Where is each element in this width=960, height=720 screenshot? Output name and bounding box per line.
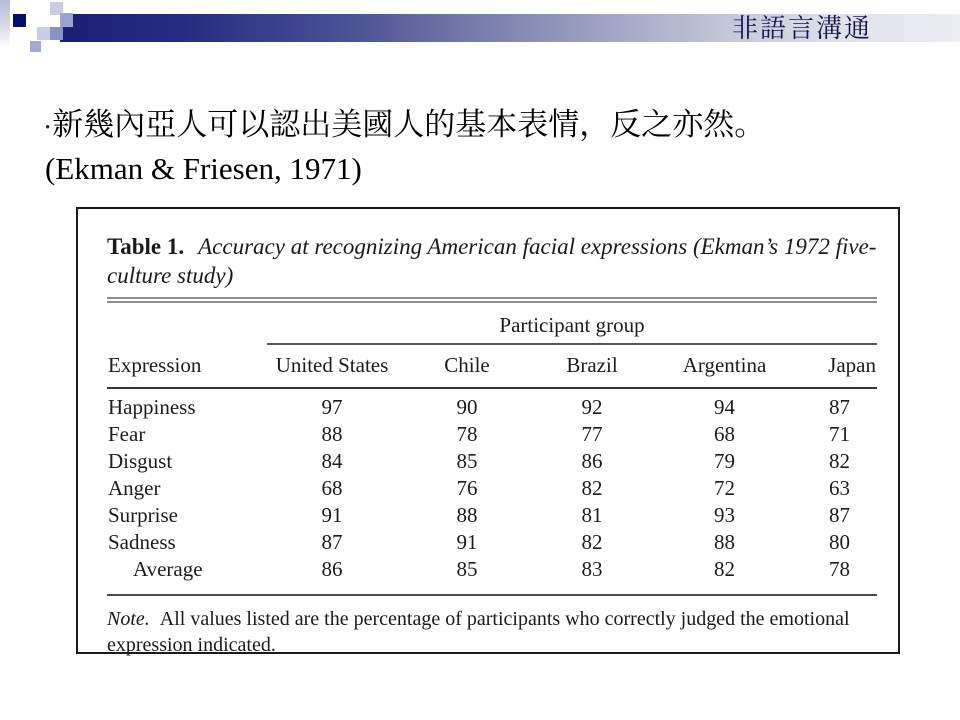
group-header-row — [107, 308, 877, 344]
cell: 91 — [321, 503, 343, 527]
column-header-argentina: Argentina — [647, 344, 802, 388]
decorative-square-light-2 — [37, 27, 50, 40]
table-figure — [76, 207, 900, 654]
cell: 87 — [321, 530, 343, 554]
column-header-expression: Expression — [107, 344, 267, 388]
cell: 76 — [456, 476, 478, 500]
row-label: Sadness — [108, 530, 176, 554]
group-header-spacer — [107, 308, 267, 344]
row-label: Happiness — [108, 395, 196, 419]
column-header-row — [107, 344, 877, 388]
table-row-anger — [107, 475, 877, 502]
row-label: Average — [107, 556, 267, 595]
cell: 85 — [456, 449, 478, 473]
column-header-united-states: United States — [267, 344, 397, 388]
cell: 71 — [829, 422, 850, 446]
note-text: All values listed are the percentage of participants who correctly judged the emotional expression indicated. — [107, 608, 850, 656]
left-edge-strip — [0, 0, 10, 48]
cell: 78 — [456, 422, 478, 446]
cell: 94 — [714, 395, 735, 419]
decorative-square-navy — [13, 14, 26, 27]
cell: 82 — [829, 449, 850, 473]
cell: 68 — [321, 476, 343, 500]
cell: 88 — [321, 422, 343, 446]
decorative-square-medium-2 — [50, 27, 63, 40]
caption-text: Accuracy at recognizing American facial expressions (Ekman’s 1972 five-culture study) — [107, 234, 877, 288]
table-row-average — [107, 556, 877, 595]
bullet-line-1 — [45, 104, 925, 149]
cell: 92 — [581, 395, 603, 419]
cell: 86 — [581, 449, 603, 473]
table-row-sadness — [107, 529, 877, 556]
cell: 91 — [456, 530, 478, 554]
citation-text: (Ekman & Friesen, 1971) — [45, 151, 362, 186]
cell: 84 — [321, 449, 343, 473]
bullet-icon: • — [45, 120, 51, 136]
table-note — [107, 606, 887, 658]
cell: 82 — [581, 530, 603, 554]
cell: 88 — [714, 530, 735, 554]
cell: 93 — [714, 503, 735, 527]
cell: 97 — [321, 395, 343, 419]
cell: 82 — [647, 556, 802, 595]
cell: 63 — [829, 476, 850, 500]
cell: 81 — [581, 503, 603, 527]
table-row-happiness — [107, 388, 877, 421]
bullet-block — [45, 104, 925, 189]
table-row-surprise — [107, 502, 877, 529]
table-caption — [107, 232, 877, 290]
cell: 78 — [802, 556, 877, 595]
cell: 79 — [714, 449, 735, 473]
data-table — [107, 308, 877, 596]
table-row-disgust — [107, 448, 877, 475]
row-label: Surprise — [108, 503, 178, 527]
cell: 87 — [829, 395, 850, 419]
cell: 87 — [829, 503, 850, 527]
cell: 77 — [581, 422, 603, 446]
cell: 80 — [829, 530, 850, 554]
cell: 82 — [581, 476, 603, 500]
decorative-square-medium-1 — [60, 13, 73, 27]
decorative-square-medium-3 — [30, 41, 41, 52]
column-header-japan: Japan — [802, 344, 877, 388]
cell: 86 — [267, 556, 397, 595]
row-label: Anger — [108, 476, 161, 500]
cell: 85 — [397, 556, 537, 595]
caption-label: Table 1. — [107, 234, 185, 259]
row-label: Fear — [108, 422, 146, 446]
cell: 88 — [456, 503, 478, 527]
table-row-fear — [107, 421, 877, 448]
column-header-chile: Chile — [397, 344, 537, 388]
double-rule — [107, 297, 877, 303]
cell: 90 — [456, 395, 478, 419]
row-label: Disgust — [108, 449, 173, 473]
group-header: Participant group — [267, 308, 877, 344]
note-label: Note. — [107, 608, 150, 630]
cell: 83 — [537, 556, 647, 595]
column-header-brazil: Brazil — [537, 344, 647, 388]
slide-title: 非語言溝通 — [732, 14, 873, 43]
cell: 68 — [714, 422, 735, 446]
cell: 72 — [714, 476, 735, 500]
bullet-text: 新幾內亞人可以認出美國人的基本表情，反之亦然。 — [52, 107, 766, 142]
